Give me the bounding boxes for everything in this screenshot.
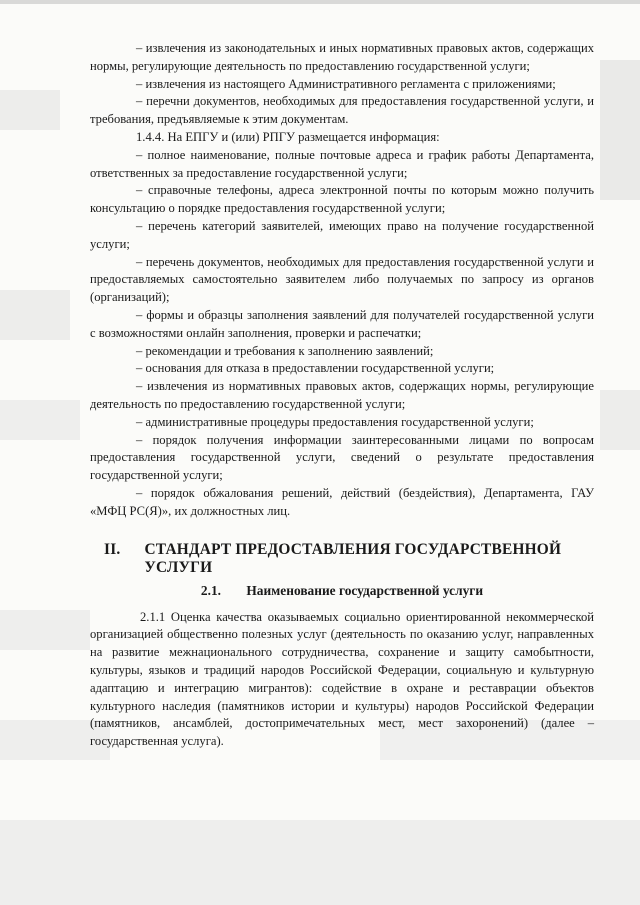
paragraph-a13: – порядок получения информации заинтересованными лицами по вопросам предоставления государственной услуги, сведений о результате предоставления государственной услуги; [90, 432, 594, 483]
section-heading [90, 541, 594, 577]
paragraph-a3: 1.4.4. На ЕПГУ и (или) РПГУ размещается информация: [136, 129, 440, 144]
paragraph-a2: – перечни документов, необходимых для предоставления государственной услуги, и требования, предъявляемые к этим документам. [90, 94, 594, 127]
paragraph-a0: – извлечения из законодательных и иных нормативных правовых актов, содержащих нормы, регулирующие деятельность по предоставлению государственной услуги; [90, 41, 594, 73]
paragraph-a14: – порядок обжалования решений, действий (бездействия), Департамента, ГАУ «МФЦ РС(Я)», их должностных лиц. [90, 485, 594, 518]
subsection-number: 2.1. [200, 582, 221, 598]
paragraph-a11: – извлечения из нормативных правовых актов, содержащих нормы, регулирующие деятельность по предоставлению государственной услуги; [90, 379, 594, 411]
section-number: II. [104, 540, 121, 558]
paragraph-a4: – полное наименование, полные почтовые адреса и график работы Департамента, ответственных за предоставление государственной услуги; [90, 147, 594, 180]
section-title: СТАНДАРТ ПРЕДОСТАВЛЕНИЯ ГОСУДАРСТВЕННОЙ УСЛУГИ [144, 540, 562, 576]
paragraph-a5: – справочные телефоны, адреса электронной почты по которым можно получить консультацию о порядке предоставления государственной услуги; [90, 183, 594, 216]
paragraph-b: 2.1.1 Оценка качества оказываемых социально ориентированной некоммерческой организацией общественно полезных услуг (деятельность по оказанию услуг, направленных на развитие межнационального сотрудничества, сохранение и защиту самобытности, культуры, языков и традиций народов Российской Федерации, социальную и культурную адаптацию и интеграцию мигрантов): содействие в охране и реставрации объектов культурного наследия (памятников истории и культуры) народов Российской Федерации (памятников, ансамблей, достопримечательных мест, мест захоронений) (далее – государственная услуга). [90, 609, 594, 749]
paragraph-a1: – извлечения из настоящего Административного регламента с приложениями; [136, 76, 556, 91]
paragraph-a10: – основания для отказа в предоставлении государственной услуги; [136, 361, 495, 376]
paragraph-a7: – перечень документов, необходимых для предоставления государственной услуги и предоставляемых самостоятельно заявителем либо получаемых по запросу из органов (организаций); [90, 254, 594, 305]
subsection-title: Наименование государственной услуги [246, 582, 484, 598]
paragraph-a8: – формы и образцы заполнения заявлений для получателей государственной услуги с возможностями онлайн заполнения, проверки и распечатки; [90, 307, 594, 340]
paragraph-a6: – перечень категорий заявителей, имеющих право на получение государственной услуги; [90, 218, 594, 251]
paragraph-a12: – административные процедуры предоставления государственной услуги; [136, 414, 534, 429]
subsection-heading [90, 583, 594, 599]
paragraph-a9: – рекомендации и требования к заполнению заявлений; [136, 343, 434, 358]
document-page [90, 40, 594, 751]
